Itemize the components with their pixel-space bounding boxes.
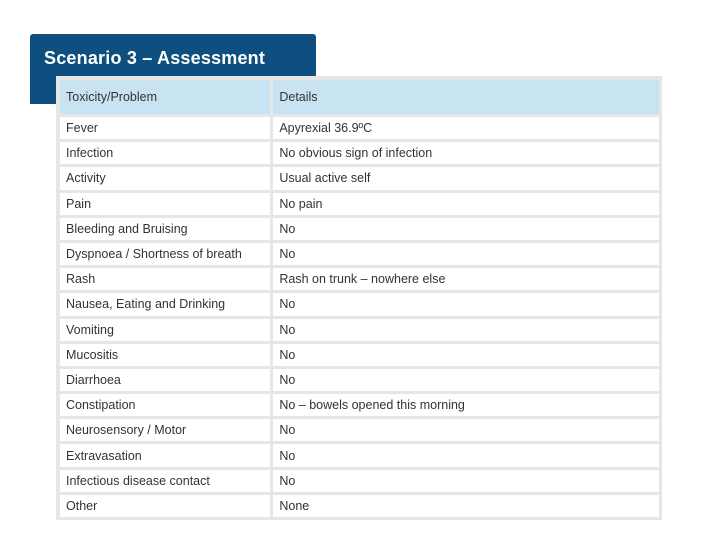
details-cell: No – bowels opened this morning — [273, 394, 659, 416]
table-row — [60, 444, 659, 466]
details-cell: No — [273, 419, 659, 441]
details-cell: No — [273, 243, 659, 265]
table-row — [60, 495, 659, 517]
details-cell: No — [273, 369, 659, 391]
problem-cell: Infection — [60, 142, 270, 164]
table-row — [60, 167, 659, 189]
table-row — [60, 243, 659, 265]
table-row — [60, 470, 659, 492]
details-cell: No obvious sign of infection — [273, 142, 659, 164]
details-cell: No — [273, 470, 659, 492]
problem-cell: Dyspnoea / Shortness of breath — [60, 243, 270, 265]
table-row — [60, 344, 659, 366]
assessment-table — [57, 77, 662, 520]
table-row — [60, 268, 659, 290]
table-row — [60, 117, 659, 139]
problem-cell: Bleeding and Bruising — [60, 218, 270, 240]
problem-cell: Neurosensory / Motor — [60, 419, 270, 441]
table-header-row — [60, 80, 659, 114]
details-cell: No pain — [273, 193, 659, 215]
table-row — [60, 319, 659, 341]
table-row — [60, 218, 659, 240]
table-row — [60, 419, 659, 441]
details-cell: Rash on trunk – nowhere else — [273, 268, 659, 290]
details-cell: Usual active self — [273, 167, 659, 189]
page-title: Scenario 3 – Assessment — [44, 48, 266, 68]
column-header-details: Details — [273, 80, 659, 114]
problem-cell: Activity — [60, 167, 270, 189]
problem-cell: Extravasation — [60, 444, 270, 466]
details-cell: No — [273, 344, 659, 366]
problem-cell: Vomiting — [60, 319, 270, 341]
table-row — [60, 394, 659, 416]
problem-cell: Pain — [60, 193, 270, 215]
problem-cell: Other — [60, 495, 270, 517]
problem-cell: Rash — [60, 268, 270, 290]
problem-cell: Mucositis — [60, 344, 270, 366]
problem-cell: Nausea, Eating and Drinking — [60, 293, 270, 315]
table-row — [60, 142, 659, 164]
details-cell: No — [273, 293, 659, 315]
table-row — [60, 193, 659, 215]
problem-cell: Fever — [60, 117, 270, 139]
table-row — [60, 293, 659, 315]
problem-cell: Diarrhoea — [60, 369, 270, 391]
details-cell: No — [273, 319, 659, 341]
problem-cell: Constipation — [60, 394, 270, 416]
details-cell: No — [273, 218, 659, 240]
details-cell: No — [273, 444, 659, 466]
column-header-toxicity: Toxicity/Problem — [60, 80, 270, 114]
details-cell: None — [273, 495, 659, 517]
problem-cell: Infectious disease contact — [60, 470, 270, 492]
table-row — [60, 369, 659, 391]
details-cell: Apyrexial 36.9ºC — [273, 117, 659, 139]
